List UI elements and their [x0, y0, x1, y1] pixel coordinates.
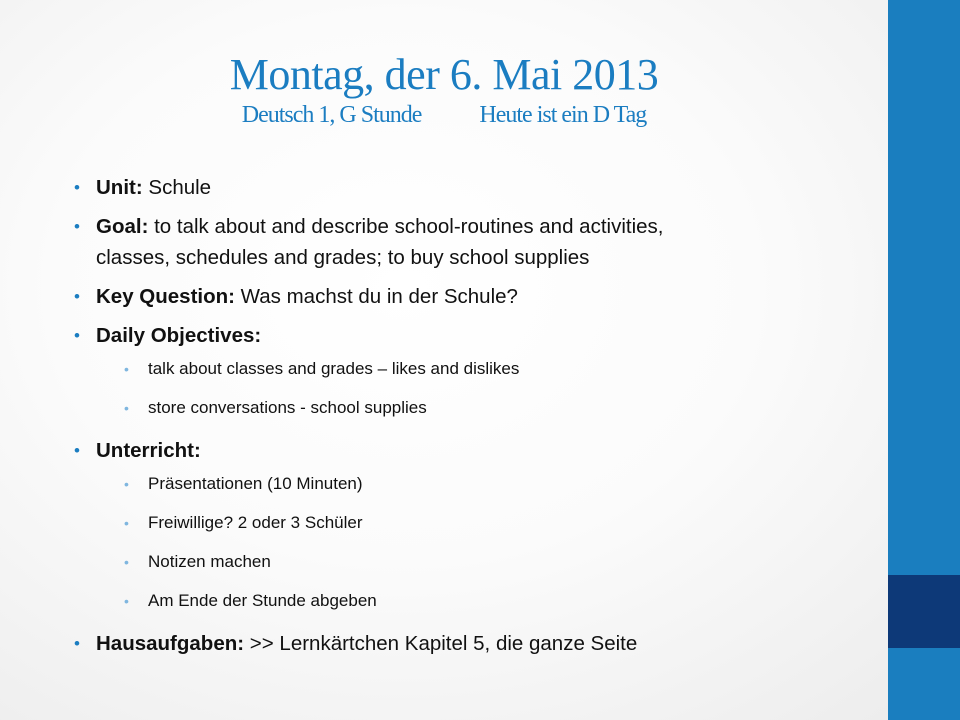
bullet-daily-objectives: [74, 320, 874, 420]
slide-title-block: [0, 50, 888, 130]
unterricht-list: [96, 472, 874, 613]
side-accent-block: [888, 575, 960, 648]
bullet-text: Schule: [148, 176, 212, 199]
list-item: • Präsentationen (10 Minuten): [96, 472, 874, 496]
bullet-list: [74, 172, 874, 659]
bullet-hausaufgaben: [74, 628, 874, 659]
list-item: • talk about classes and grades – likes and dislikes: [96, 357, 874, 381]
bullet-key: Daily Objectives:: [96, 324, 262, 347]
bullet-key: Unit:: [96, 176, 143, 199]
list-item: • Am Ende der Stunde abgeben: [96, 589, 874, 613]
bullet-unit: [74, 172, 874, 203]
goal-line-1: [96, 215, 664, 238]
bullet-text: >> Lernkärtchen Kapitel 5, die ganze Seite: [249, 632, 638, 655]
bullet-key: Unterricht:: [96, 439, 201, 462]
list-item: • store conversations - school supplies: [96, 396, 874, 420]
subtitle-class: Deutsch 1, G Stunde: [241, 102, 422, 128]
bullet-goal: [74, 211, 874, 273]
list-item: • Freiwillige? 2 oder 3 Schüler: [96, 511, 874, 535]
subtitle-day: Heute ist ein D Tag: [479, 102, 647, 128]
objectives-list: [96, 357, 874, 420]
bullet-text: to talk about and describe school-routines and activities,: [154, 215, 664, 238]
slide-content: [74, 172, 874, 667]
bullet-key: Goal:: [96, 215, 149, 238]
bullet-unterricht: [74, 435, 874, 613]
bullet-key: Hausaufgaben:: [96, 632, 245, 655]
slide-subtitle: [0, 100, 888, 130]
bullet-key: Key Question:: [96, 285, 235, 308]
list-item: • Notizen machen: [96, 550, 874, 574]
goal-line-2: classes, schedules and grades; to buy school supplies: [96, 246, 590, 269]
slide-title: Montag, der 6. Mai 2013: [229, 50, 659, 99]
bullet-text: Was machst du in der Schule?: [240, 285, 518, 308]
bullet-key-question: [74, 281, 874, 312]
